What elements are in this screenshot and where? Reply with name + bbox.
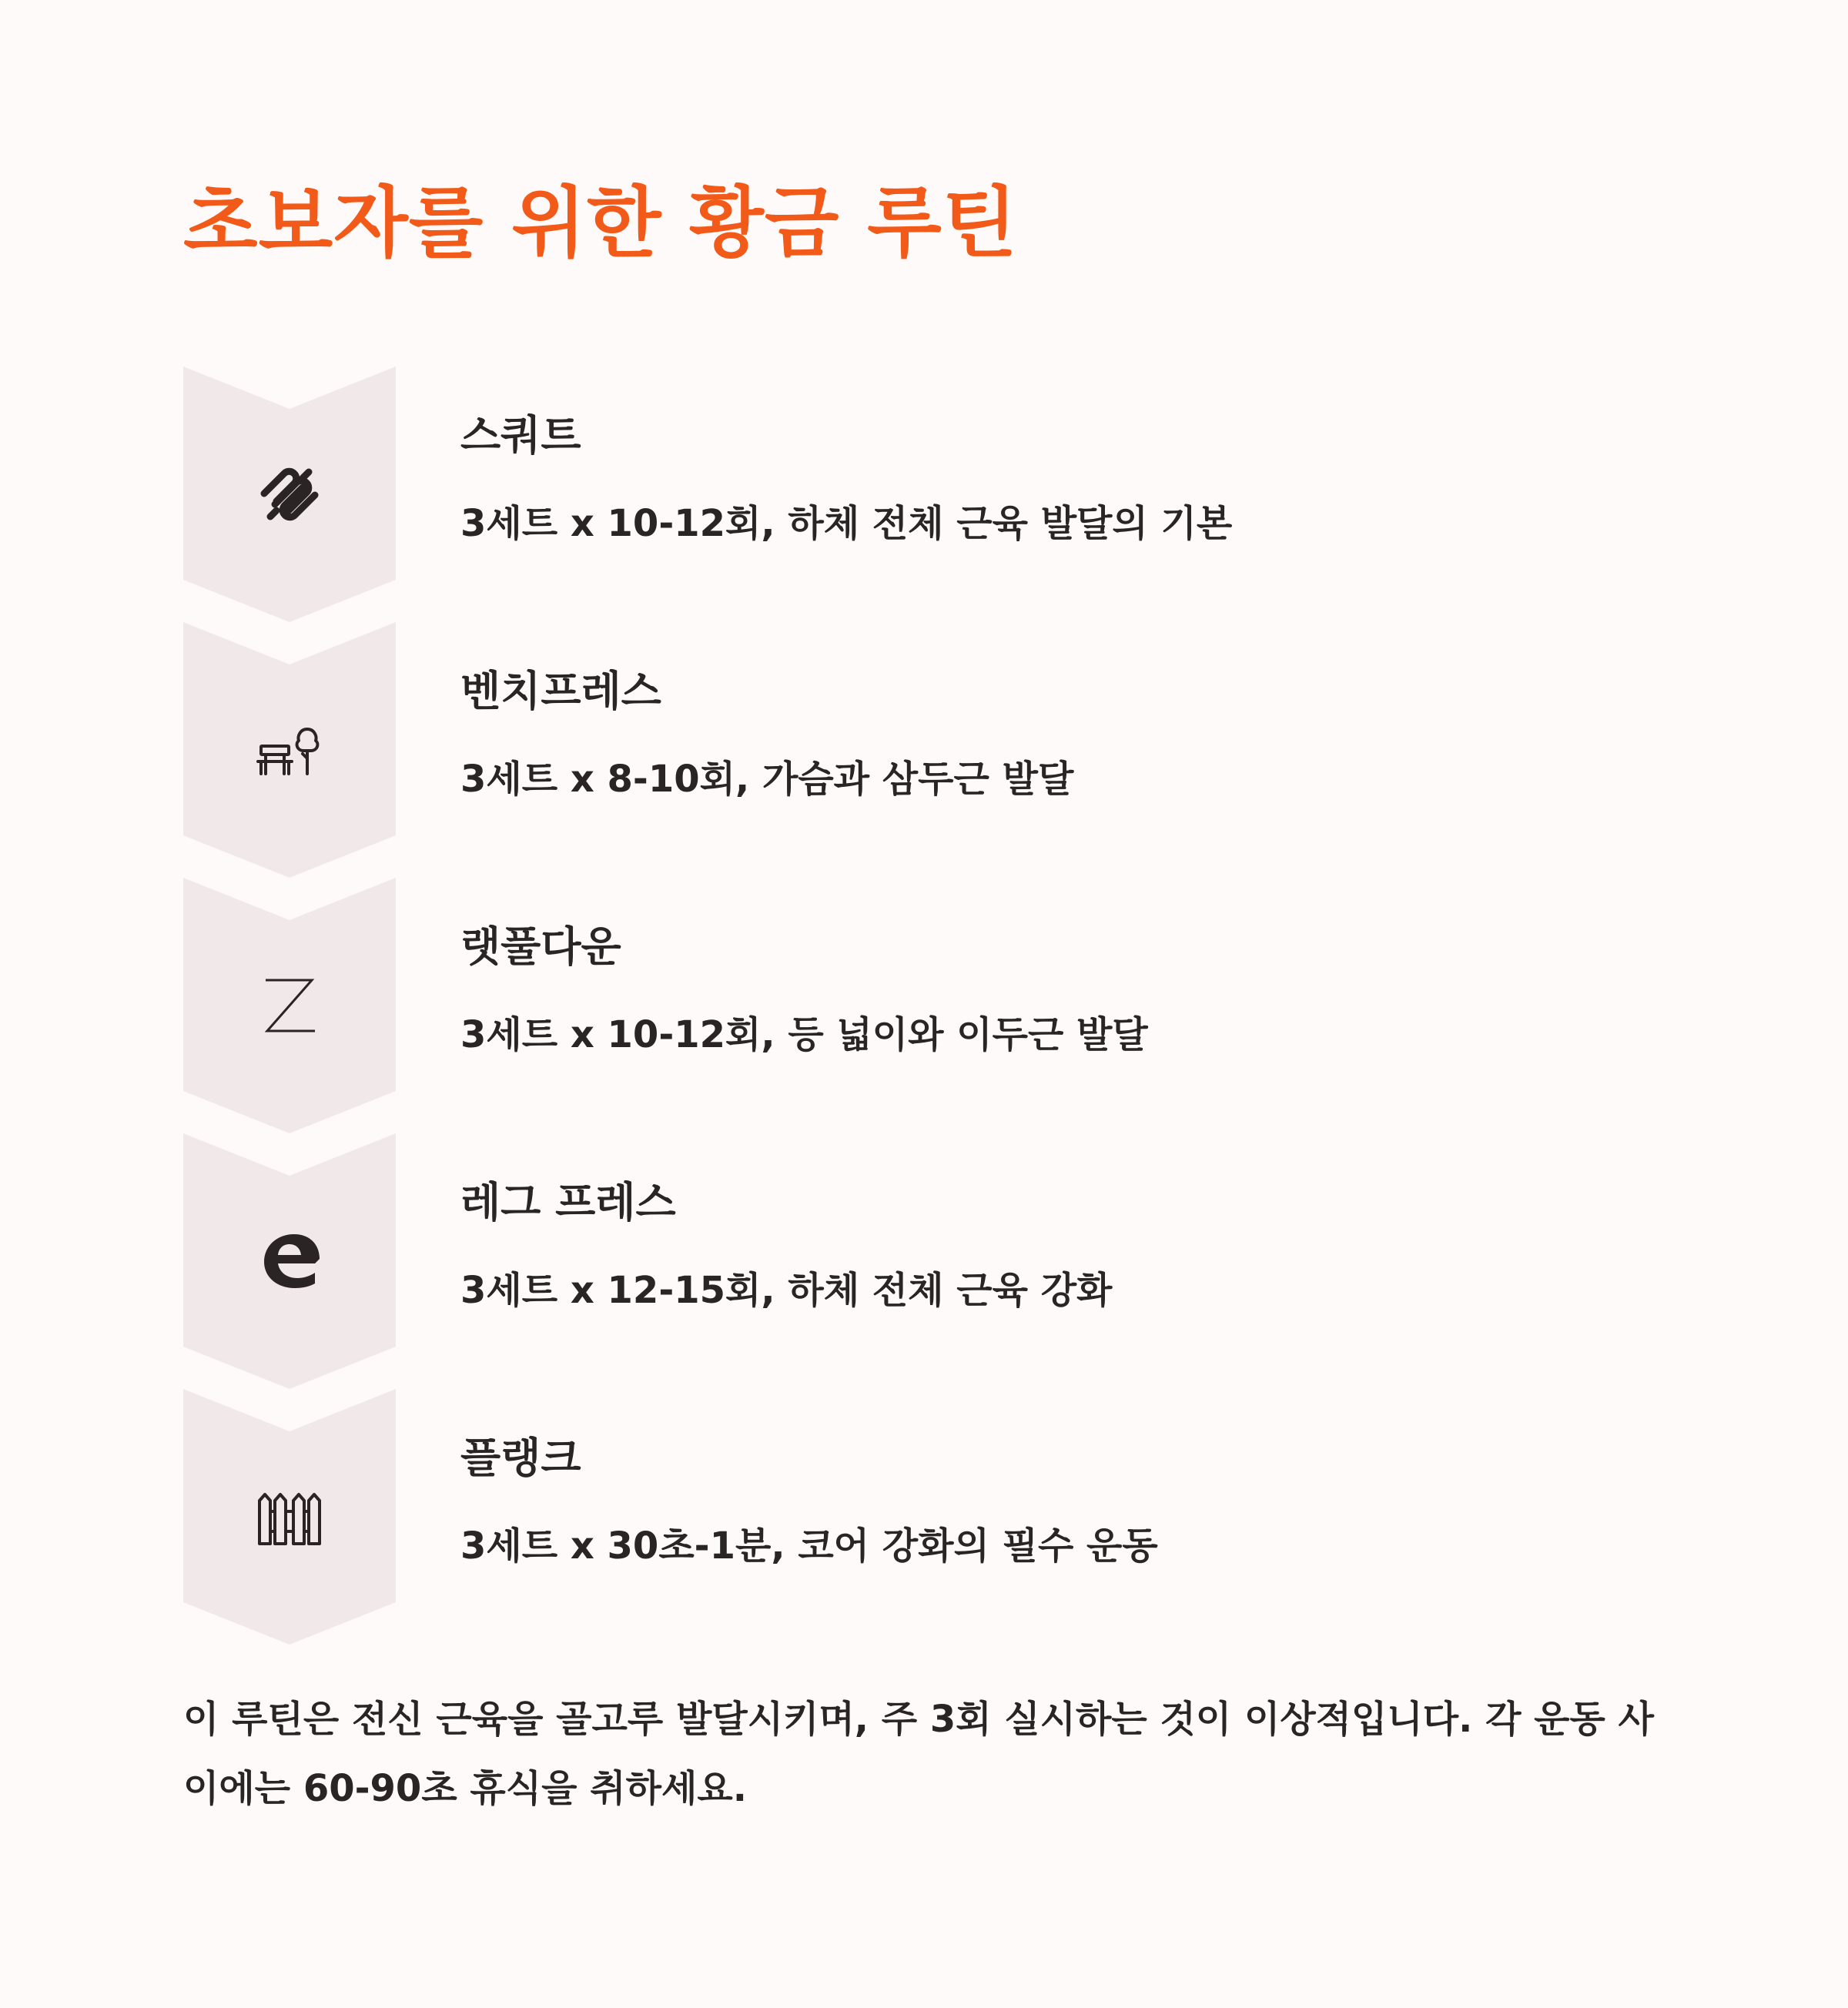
step-description: 3세트 x 10-12회, 하체 전체 근육 발달의 기본 (460, 502, 1233, 545)
step-plank (183, 1389, 1669, 1645)
step-title: 스쿼트 (460, 411, 581, 460)
step-leg-press (183, 1133, 1669, 1389)
step-bench-press (183, 622, 1669, 878)
step-description: 3세트 x 10-12회, 등 넓이와 이두근 발달 (460, 1013, 1148, 1056)
routine-steps (183, 366, 1669, 1645)
step-title: 벤치프레스 (460, 667, 661, 715)
step-lat-pulldown (183, 878, 1669, 1133)
page-title: 초보자를 위한 황금 루틴 (183, 178, 1018, 268)
step-description: 3세트 x 12-15회, 하체 전체 근육 강화 (460, 1269, 1113, 1312)
step-description: 3세트 x 8-10회, 가슴과 삼두근 발달 (460, 758, 1074, 801)
letter-z-icon (251, 967, 328, 1044)
bench-tree-icon (251, 711, 328, 788)
step-squat (183, 366, 1669, 622)
edge-browser-icon (251, 1223, 328, 1300)
fence-icon (251, 1478, 328, 1555)
step-title: 랫풀다운 (460, 922, 621, 971)
squarespace-icon (251, 456, 328, 533)
step-title: 플랭크 (460, 1434, 581, 1482)
routine-note: 이 루틴은 전신 근육을 골고루 발달시키며, 주 3회 실시하는 것이 이상적입니다. 각 운동 사이에는 60-90초 휴식을 취하세요. (183, 1698, 1654, 1810)
step-title: 레그 프레스 (460, 1178, 676, 1227)
step-description: 3세트 x 30초-1분, 코어 강화의 필수 운동 (460, 1524, 1158, 1568)
